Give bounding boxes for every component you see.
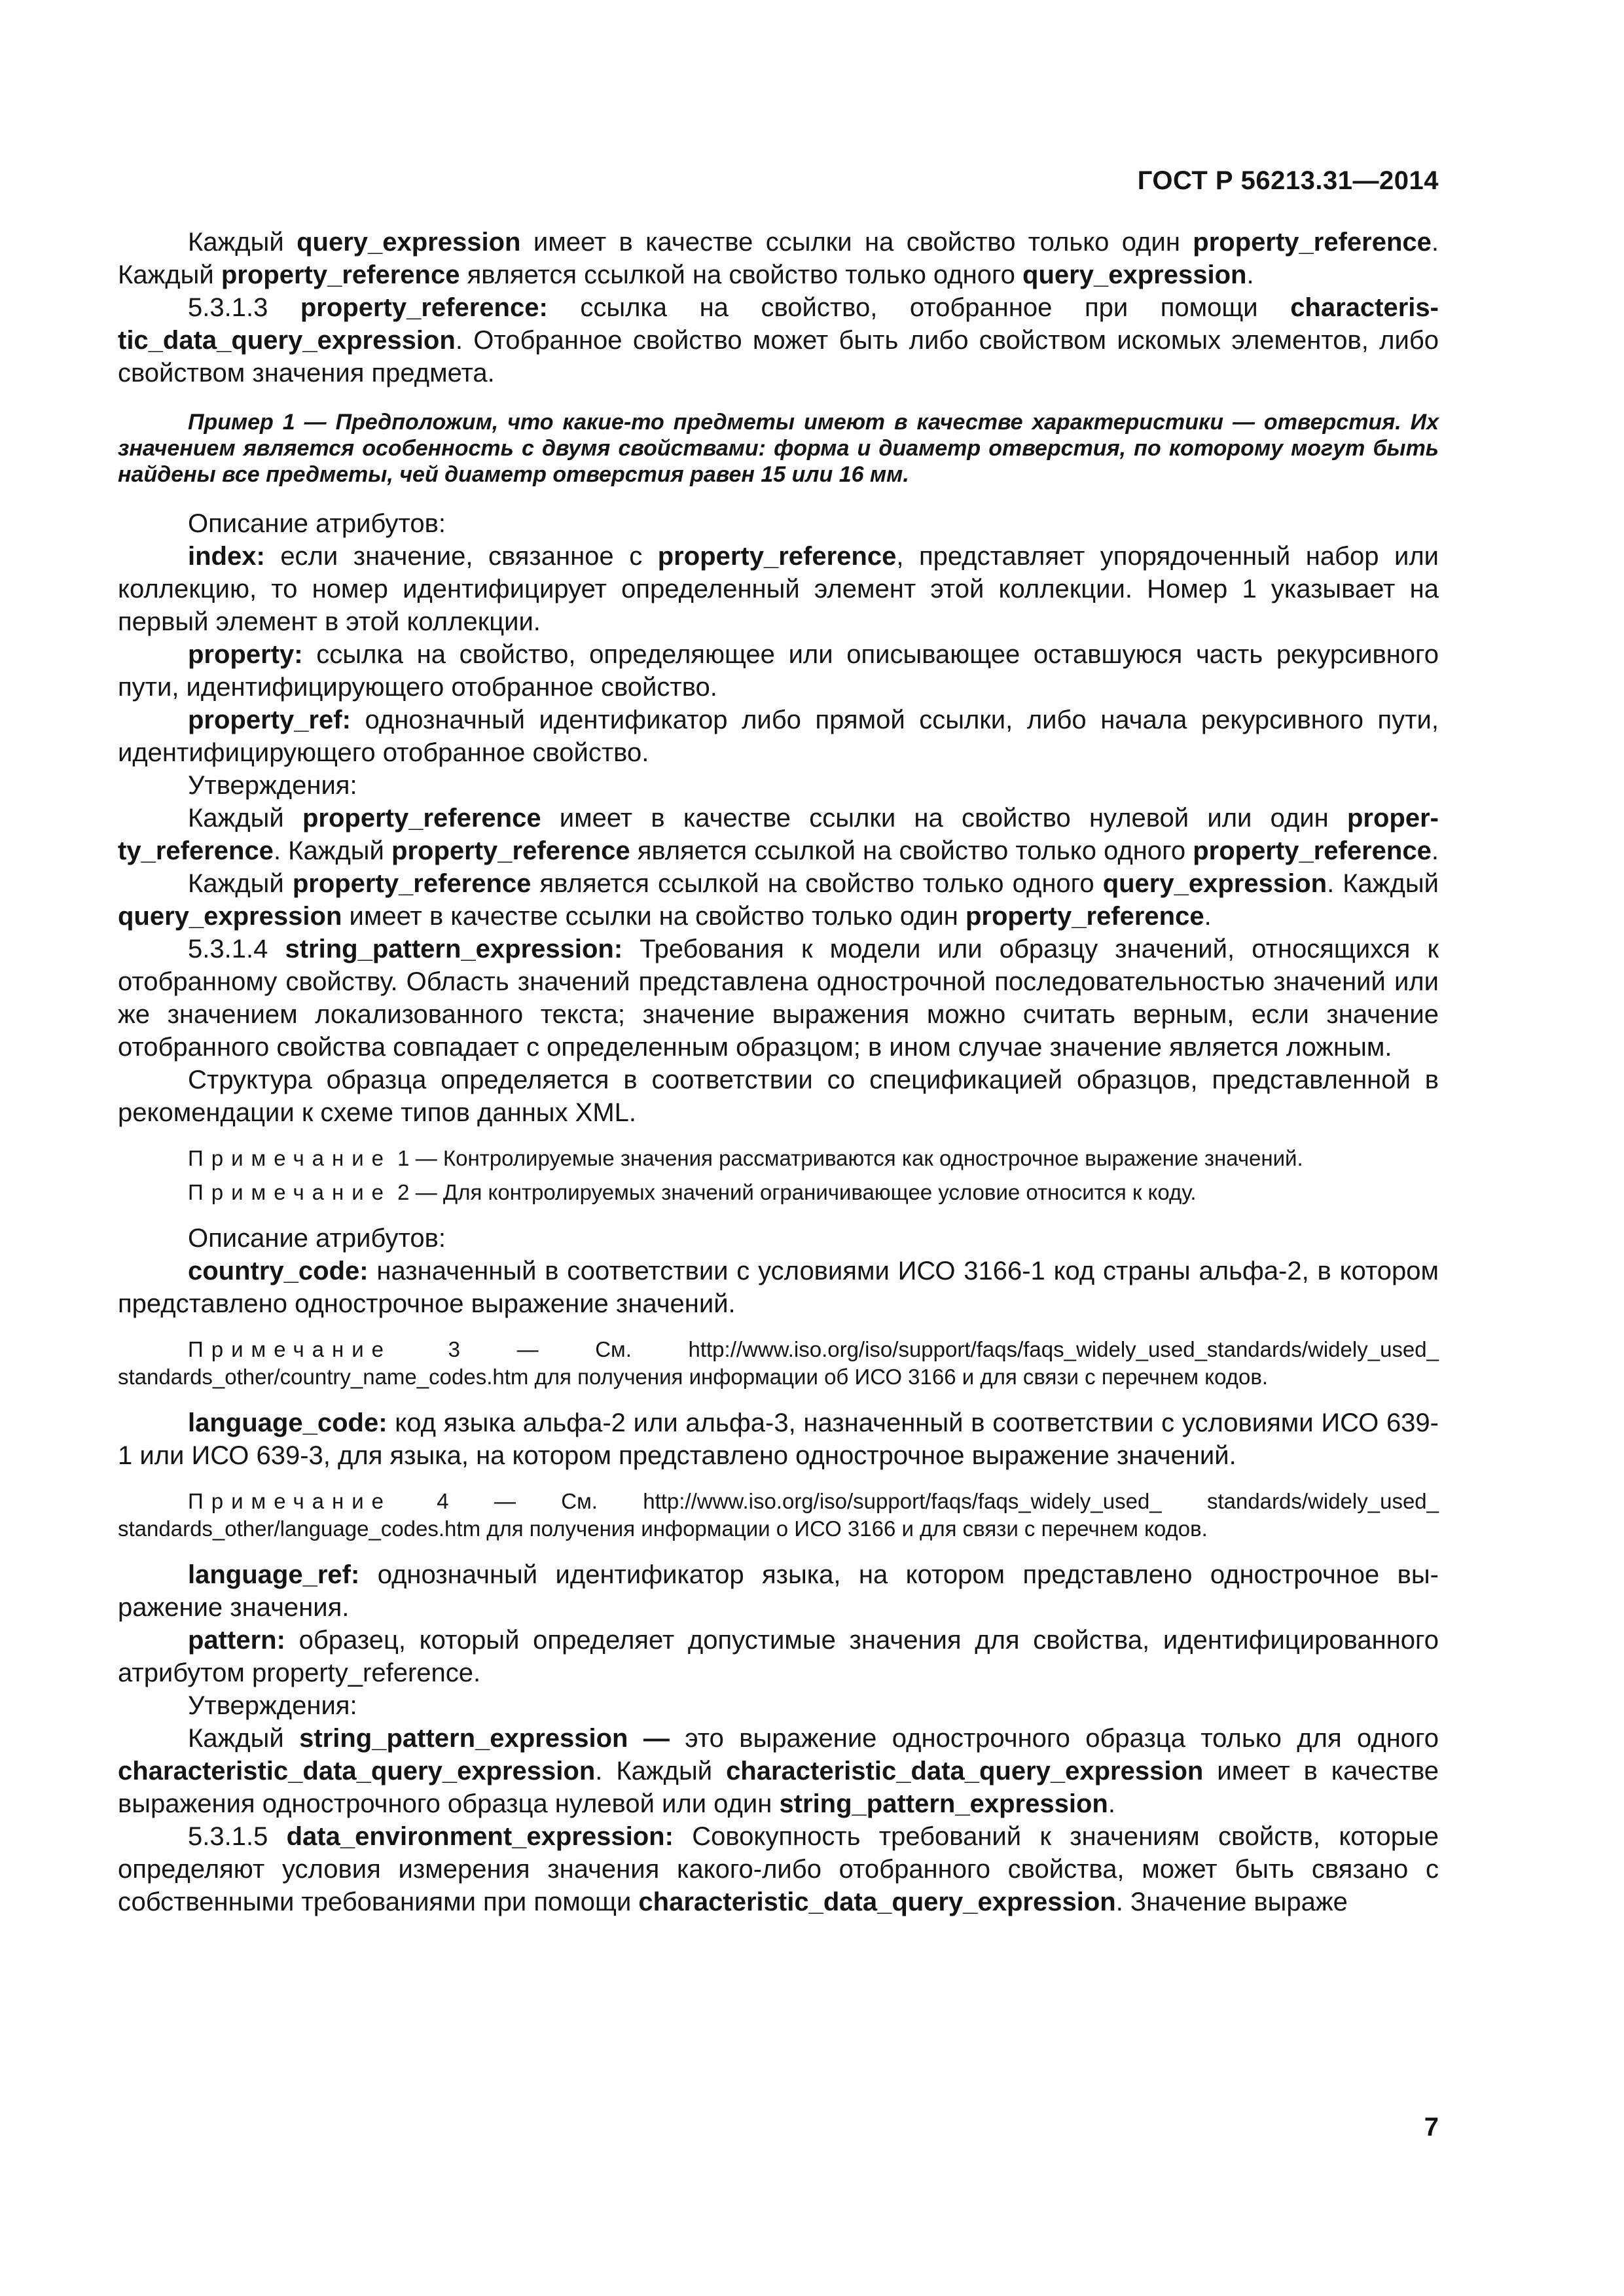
paragraph-query-expression: Каждый query_expression имеет в качестве ссылки на свойство только один property_reference. Каждый property_reference является ссылкой на свойство только одного query_expression. (118, 228, 1439, 289)
attr-country-code: country_code: назначенный в соответствии с условиями ИСО 3166-1 код страны альфа-2, в котором представлено однострочное выражение значений. (118, 1257, 1439, 1318)
note-1: Примечание 1 — Контролируемые значения рассматриваются как однострочное выражение значений. (188, 1146, 1303, 1170)
attr-pattern: pattern: образец, который определяет допустимые значения для свойства, идентифицированного атрибутом property_reference. (118, 1626, 1439, 1687)
page-number: 7 (1424, 2113, 1439, 2142)
document-header: ГОСТ Р 56213.31—2014 (1137, 166, 1439, 195)
assertions-heading-1: Утверждения: (188, 771, 357, 800)
attr-index: index: если значение, связанное с property_reference, представляет упорядоченный набор или коллекцию, то номер идентифицирует определенный элемент этой коллекции. Номер 1 указывает на первый элемент в этой коллекции. (118, 542, 1439, 636)
attr-language-ref: language_ref: однозначный идентификатор языка, на котором представлено однострочное выражение значения. (118, 1560, 1439, 1622)
attrs-heading-2: Описание атрибутов: (188, 1224, 446, 1253)
example-1: Пример 1 — Предположим, что какие-то предметы имеют в качестве характеристики — отверстия. Их значением является особенность с двумя свойствами: форма и диаметр отверстия, по которому могут быть найдены все предметы, чей диаметр отверстия равен 15 или 16 мм. (118, 410, 1439, 487)
attr-property-ref: property_ref: однозначный идентификатор либо прямой ссылки, либо начала рекурсивного пути, идентифицирующего отобранное свойство. (118, 706, 1439, 767)
note-2: Примечание 2 — Для контролируемых значений ограничивающее условие относится к коду. (188, 1180, 1197, 1204)
attr-property: property: ссылка на свойство, определяющее или описывающее оставшуюся часть рекурсивного пути, идентифицирующего отобранное свойство. (118, 640, 1439, 702)
paragraph-5-3-1-4: 5.3.1.4 string_pattern_expression: Требования к модели или образцу значений, относящихся к отобранному свойству. Область значений представлена однострочной последовательностью значений или же значением локализованного текста; значение выражения можно считать верным, если значение отобранного свойства совпадает с определенным образцом; в ином случае значение является ложным. (118, 935, 1439, 1062)
note-4: Примечание 4 — См. http://www.iso.org/iso/support/faqs/faqs_widely_used_ standards/widely_used_ standards_other/language_codes.htm для получения информации о ИСО 3166 и для связи с перечнем кодов. (118, 1489, 1439, 1541)
note-3: Примечание 3 — См. http://www.iso.org/iso/support/faqs/faqs_widely_used_standards/widely_used_ standards_other/country_name_codes.htm для получения информации об ИСО 3166 и для связи с перечнем кодов. (118, 1337, 1439, 1389)
document-body (118, 226, 1439, 1918)
assertion-1: Каждый property_reference имеет в качестве ссылки на свойство нулевой или один property_reference. Каждый property_reference является ссылкой на свойство только одного property_reference. (118, 804, 1439, 865)
assertion-3: Каждый string_pattern_expression — это выражение однострочного образца только для одного characteristic_data_query_expression. Каждый characteristic_data_query_expression имеет в качестве выражения однострочного образца нулевой или один string_pattern_expression. (118, 1724, 1439, 1818)
assertions-heading-2: Утверждения: (188, 1691, 357, 1720)
assertion-2: Каждый property_reference является ссылкой на свойство только одного query_expression. Каждый query_expression имеет в качестве ссылки на свойство только один property_reference. (118, 869, 1439, 931)
attr-language-code: language_code: код языка альфа-2 или альфа-3, назначенный в соответствии с условиями ИСО 639-1 или ИСО 639-3, для языка, на котором представлено однострочное выражение значений. (118, 1408, 1439, 1470)
attrs-heading-1: Описание атрибутов: (188, 509, 446, 538)
paragraph-5-3-1-5: 5.3.1.5 data_environment_expression: Совокупность требований к значениям свойств, которые определяют условия измерения значения какого-либо отобранного свойства, может быть связано с собственными требованиями при помощи characteristic_data_query_expression. Значение выраже (118, 1822, 1439, 1916)
paragraph-5-3-1-3: 5.3.1.3 property_reference: ссылка на свойство, отобранное при помощи characteristic_data_query_expression. Отобранное свойство может быть либо свойством искомых элементов, либо свойством значения предмета. (118, 293, 1439, 387)
paragraph-structure: Структура образца определяется в соответствии со спецификацией образцов, представленной в рекомендации к схеме типов данных XML. (118, 1066, 1439, 1127)
